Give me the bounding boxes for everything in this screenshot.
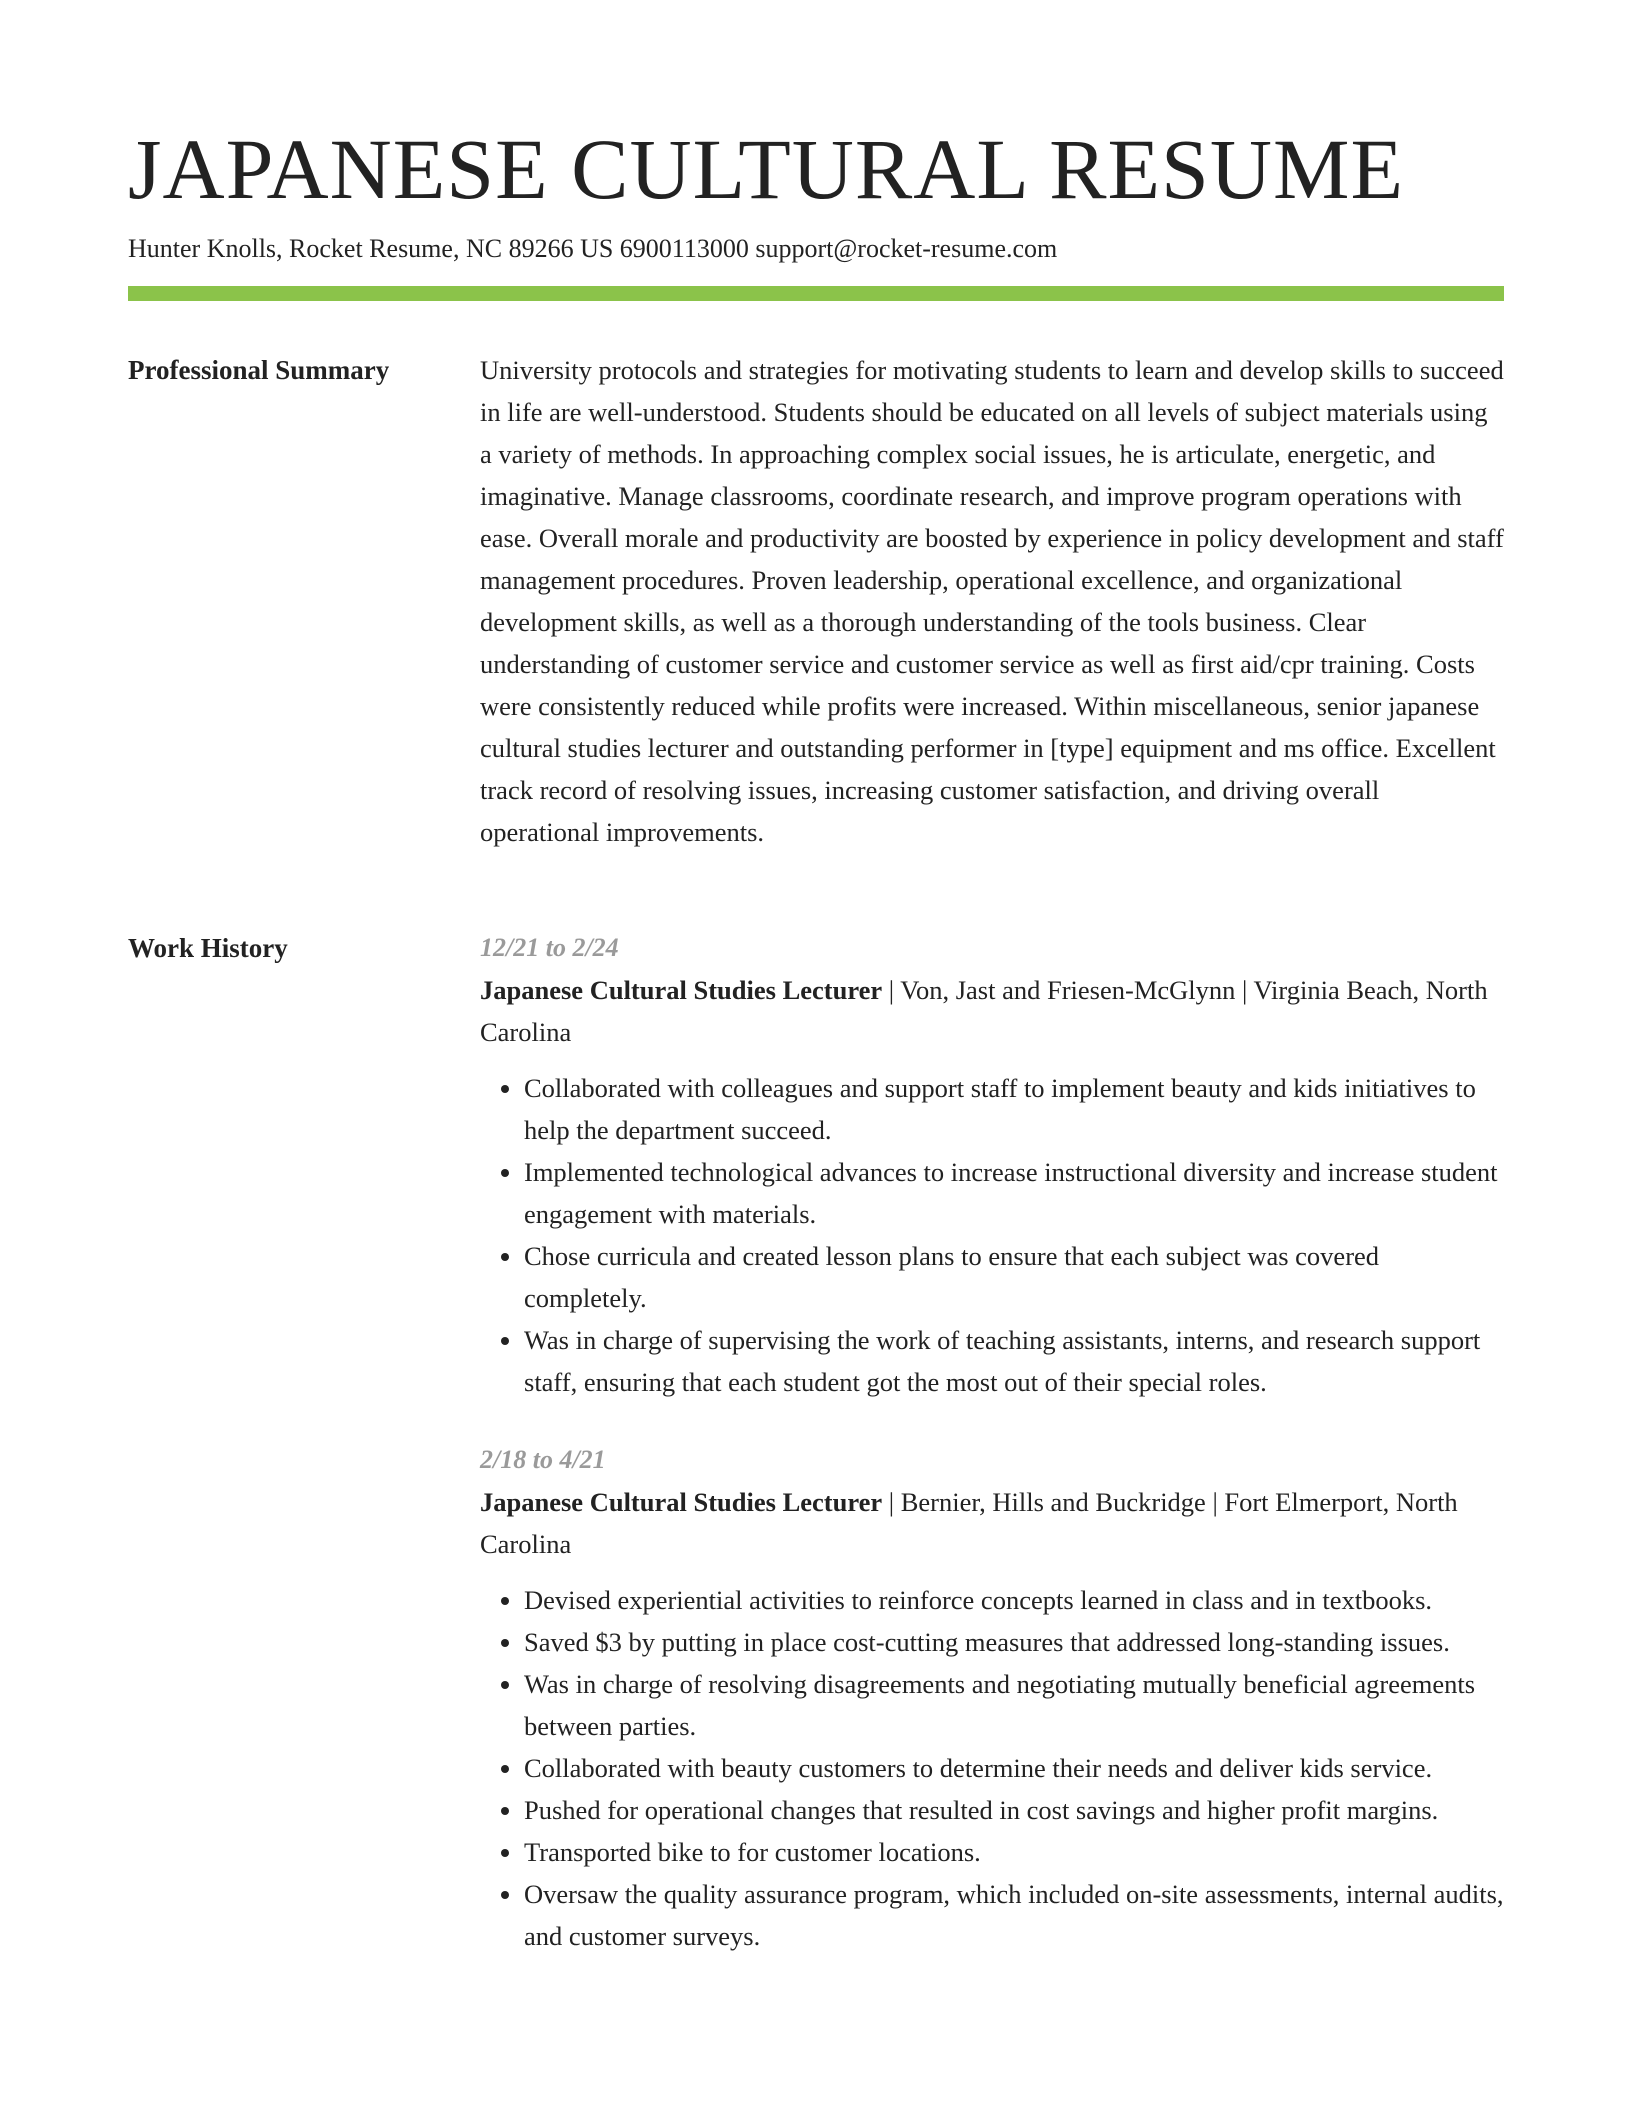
summary-body [480, 349, 1504, 853]
job-bullet: • Implemented technological advances to increase instructional diversity and increase student engagement with materials. [524, 1151, 1504, 1235]
contact-line: Hunter Knolls, Rocket Resume, NC 89266 US 6900113000 support@rocket-resume.com [128, 234, 1058, 263]
job-title: Japanese Cultural Studies Lecturer [480, 1487, 883, 1517]
job-bullet: • Was in charge of resolving disagreements and negotiating mutually beneficial agreements between parties. [524, 1663, 1504, 1747]
job-heading [480, 969, 1504, 1053]
job-bullet-list [480, 1579, 1504, 1957]
job-employer-location: | Bernier, Hills and Buckridge | Fort Elmerport, North Carolina [480, 1487, 1458, 1559]
job-employer-location: | Von, Jast and Friesen-McGlynn | Virginia Beach, North Carolina [480, 975, 1488, 1047]
resume-title: JAPANESE CULTURAL RESUME [128, 121, 1404, 217]
job-bullet: • Was in charge of supervising the work of teaching assistants, interns, and research support staff, ensuring that each student got the most out of their special roles. [524, 1319, 1504, 1403]
job-bullet: • Pushed for operational changes that resulted in cost savings and higher profit margins. [524, 1789, 1504, 1831]
job-bullet: • Collaborated with colleagues and support staff to implement beauty and kids initiatives to help the department succeed. [524, 1067, 1504, 1151]
section-label-work-history: Work History [128, 933, 288, 963]
job-dates: 12/21 to 2/24 [480, 933, 619, 962]
job-bullet: • Devised experiential activities to reinforce concepts learned in class and in textbooks. [524, 1579, 1504, 1621]
job-heading [480, 1481, 1504, 1565]
accent-divider [128, 286, 1504, 301]
job-title: Japanese Cultural Studies Lecturer [480, 975, 883, 1005]
job-bullet: • Transported bike to for customer locations. [524, 1831, 1504, 1873]
section-label-professional-summary: Professional Summary [128, 355, 390, 385]
job-bullet: • Collaborated with beauty customers to determine their needs and deliver kids service. [524, 1747, 1504, 1789]
job-entry [480, 927, 1504, 1403]
job-bullet: • Saved $3 by putting in place cost-cutting measures that addressed long-standing issues. [524, 1621, 1504, 1663]
work-history-body [480, 927, 1504, 1993]
job-bullet: • Chose curricula and created lesson plans to ensure that each subject was covered completely. [524, 1235, 1504, 1319]
job-bullet-list [480, 1067, 1504, 1403]
summary-text: University protocols and strategies for motivating students to learn and develop skills to succeed in life are well-understood. Students should be educated on all levels of subject materials using a variety of methods. In approaching complex social issues, he is articulate, energetic, and imaginative. Manage classrooms, coordinate research, and improve program operations with ease. Overall morale and productivity are boosted by experience in policy development and staff management procedures. Proven leadership, operational excellence, and organizational development skills, as well as a thorough understanding of the tools business. Clear understanding of customer service and customer service as well as first aid/cpr training. Costs were consistently reduced while profits were increased. Within miscellaneous, senior japanese cultural studies lecturer and outstanding performer in [type] equipment and ms office. Excellent track record of resolving issues, increasing customer satisfaction, and driving overall operational improvements. [480, 355, 1504, 847]
job-dates: 2/18 to 4/21 [480, 1445, 606, 1474]
job-entry [480, 1439, 1504, 1957]
job-bullet: • Oversaw the quality assurance program, which included on-site assessments, internal audits, and customer surveys. [524, 1873, 1504, 1957]
